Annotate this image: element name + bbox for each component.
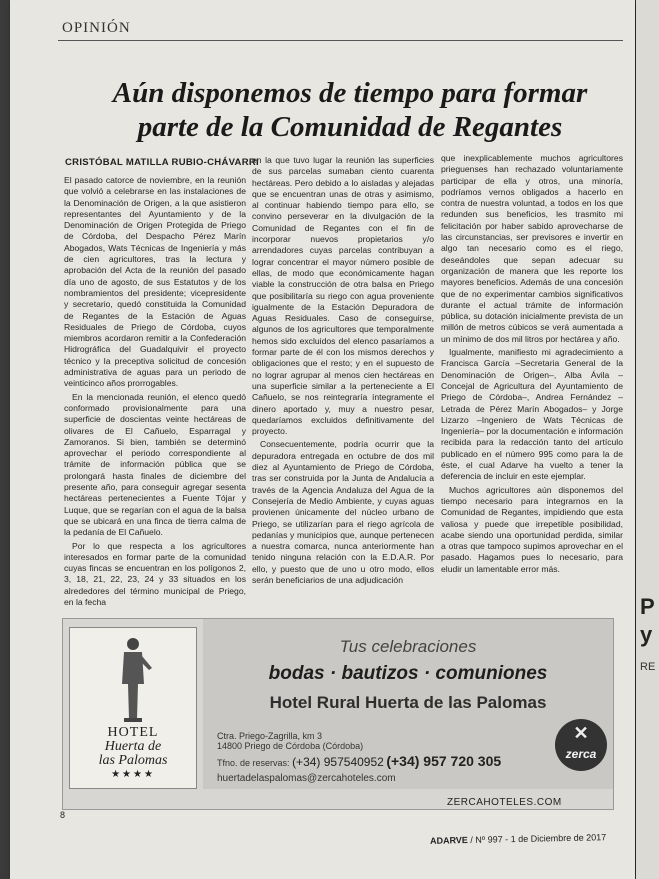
paragraph: Muchos agricultores aún disponemos del tiempo necesario para integrarnos en la Comunidad de Regantes, impidiendo que esta valiosa y puede que irrepetible posibilidad, acabe siendo una oportunidad perdida, similar a otras que tampoco supimos aprovechar en el pasado. Hagamos pues lo necesario, para eludir un lamentable error más.	[441, 484, 623, 574]
adjacent-heading: y	[640, 622, 653, 647]
zerca-logo	[555, 719, 607, 771]
article-headline	[70, 76, 630, 144]
ad-phones	[217, 753, 501, 769]
section-divider	[58, 40, 623, 41]
article-column-2	[252, 155, 434, 588]
ad-events: bodas · bautizos · comuniones	[268, 663, 548, 684]
article-author: CRISTÓBAL MATILLA RUBIO-CHÁVARRI	[65, 157, 259, 168]
paragraph: Consecuentemente, podría ocurrir que la depuradora entregada en octubre de dos mil diez al Ayuntamiento de Priego de Córdoba, tras ser construida por la Junta de Andalucía a través de la Agencia Andaluza del Agua de la Consejería de Medio Ambiente, y cuyas aguas provienen únicamente del núcleo urbano de Priego, se utilizarían para el riego agrícola de pedanías y municipios que, aunque pertenecen a nuestra comarca, nunca anteriormente han tenido ninguna relación con la E.D.A.R. Por ello, y puesto que de uno u otro modo, ellos serán beneficiarios de una adjudicación	[252, 439, 434, 585]
phone-label: Tfno. de reservas:	[217, 758, 290, 768]
ad-email: huertadelaspalomas@zercahoteles.com	[217, 773, 396, 784]
phone-1: (+34) 957540952	[292, 755, 384, 769]
page-footer	[430, 832, 606, 846]
newspaper-page	[10, 0, 635, 879]
section-label: OPINIÓN	[62, 20, 131, 36]
hotel-advertisement	[62, 618, 614, 810]
issue-info: / Nº 997 - 1 de Diciembre de 2017	[470, 832, 607, 845]
zerca-icon: ✕	[573, 723, 589, 743]
logo-line: las Palomas	[98, 753, 168, 768]
hotel-logo-text	[70, 726, 196, 782]
article-column-1	[64, 175, 246, 610]
statue-icon	[110, 634, 156, 724]
zerca-brand: zerca	[565, 747, 597, 761]
paragraph: Igualmente, manifiesto mi agradecimiento a Francisca García –Secretaria General de la Denominación de Origen–, Alba Ávila –Concejal de Agricultura del Ayuntamiento de Priego de Córdoba–, Andrea Fernández –Letrada de Pérez Marín Abogados– y Jorge Lizarzo –Ingeniero de Wats Técnicas de Ingeniería– por la documentación e información recibida para la redacción tanto del artículo publicado en el número 995 como para la de éste, el cual Adarve ha vuelto a tener la deferencia de incluir en este ejemplar.	[441, 347, 623, 482]
phone-2: (+34) 957 720 305	[386, 753, 502, 769]
page-number: 8	[60, 810, 66, 820]
paragraph: Por lo que respecta a los agricultores interesados en formar parte de la comunidad cuyas fincas se encuentran en los polígonos 2, 3, 18, 21, 22, 23, 24 y 33 situados en los alrededores del término municipal de Priego, en la fecha	[64, 540, 246, 607]
logo-line: Huerta de	[104, 739, 162, 754]
paragraph: que inexplicablemente muchos agricultores prieguenses han rechazado voluntariamente participar de ella y otros, una minoría, podríamos vernos obligados a hacerlo en contra de nuestra voluntad, a todos en los que redunden sus beneficios, les trasmito mi felicitación por haber sabido aprovecharse de las circunstancias, ser previsores e invertir en algo tan necesario como es el riego, deseándoles que sepan adecuar su organización de manera que les reporte los mayores beneficios. Además de una concesión que de no experimentar cambios significativos durante el actual trámite de información pública, su dotación inicialmente prevista de un millón de metros cúbicos se verá aumentada a un mínimo de dos mil litros por hectárea y año.	[441, 153, 623, 344]
ad-address-2: 14800 Priego de Córdoba (Córdoba)	[217, 741, 364, 751]
adjacent-byline: RE	[640, 661, 656, 673]
ad-tagline: Tus celebraciones	[339, 637, 477, 656]
logo-line: HOTEL	[107, 725, 159, 740]
publication-name: ADARVE	[429, 835, 468, 846]
hotel-logo	[69, 627, 197, 789]
paragraph: En la mencionada reunión, el elenco quedó conformado provisionalmente para una superficie de doscientas veinte hectáreas de olivares de El Cañuelo, Esparragal y Zamoranos. Si bien, también se determinó aprovechar el periodo correspondiente al trámite de información pública que se prolongará hasta finales de diciembre del presente año, para conseguir agregar sesenta hectáreas pertenecientes a Fuente Tójar y Luque, que se regarían con el agua de la balsa que se ubicará en una finca de tierra calma de la pedanía de El Cañuelo.	[64, 391, 246, 538]
ad-address-1: Ctra. Priego-Zagrilla, km 3	[217, 731, 323, 741]
headline-line-1: Aún disponemos de tiempo para formar	[112, 77, 588, 109]
star-rating: ★★★★	[111, 769, 155, 780]
headline-line-2: parte de la Comunidad de Regantes	[137, 111, 563, 143]
paragraph: El pasado catorce de noviembre, en la reunión que volvió a celebrarse en las instalaciones de la Denominación de Origen, a la que asistieron representantes del Ayuntamiento y de la Denominación de Origen Protegida de Priego de Córdoba, del Despacho Pérez Marín Abogados, Wats Técnicas de Ingeniería y más de cien agricultores, tras la lectura y aprobación del Acta de la reunión del pasado día uno de agosto, de sus Estatutos y de los nombramientos del presidente; vicepresidente y secretario, quedó constituida la Comunidad de Regantes de la Estación de Aguas Residuales de Priego de Córdoba, cuyos miembros acordaron remitir a la Confederación Hidrográfica del Guadalquivir el proyecto técnico y la preceptiva solicitud de concesión administrativa de aguas para un periodo de veinticinco años prorrogables.	[64, 175, 246, 389]
adjacent-page	[636, 0, 659, 879]
paragraph: en la que tuvo lugar la reunión las superficies de sus parcelas sumaban ciento cuarenta hectáreas. Pero debido a lo aisladas y alejadas que se encuentran unas de otras y asimismo, al continuar habiendo tiempo para ello, se convino perseverar en la divulgación de la Comunidad de Regantes con el fin de incorporar nuevos propietarios y/o arrendadores cuyas parcelas contribuyan a lograr concentrar el mayor número posible de ellas, de modo que económicamente hagan viable la construcción de otra balsa en Priego que posibilitaría su riego con agua proveniente igualmente de la Estación Depuradora de Aguas Residuales. Caso de conseguirse, algunos de los agricultores que temporalmente hemos sido excluidos del elenco pasaríamos a formar parte de él con los mismos derechos y obligaciones que el resto; y en el supuesto de no lograr agrupar al menos cien hectáreas en una superficie similar a la perteneciente a El Cañuelo, se nos reintegraría íntegramente el dinero aportado y, muy a nuestro pesar, quedaríamos excluidos definitivamente del proyecto.	[252, 155, 434, 437]
ad-website: ZERCAHOTELES.COM	[447, 797, 562, 808]
article-column-3	[441, 153, 623, 577]
adjacent-heading: P	[640, 594, 655, 619]
ad-hotel-name: Hotel Rural Huerta de las Palomas	[269, 693, 547, 712]
